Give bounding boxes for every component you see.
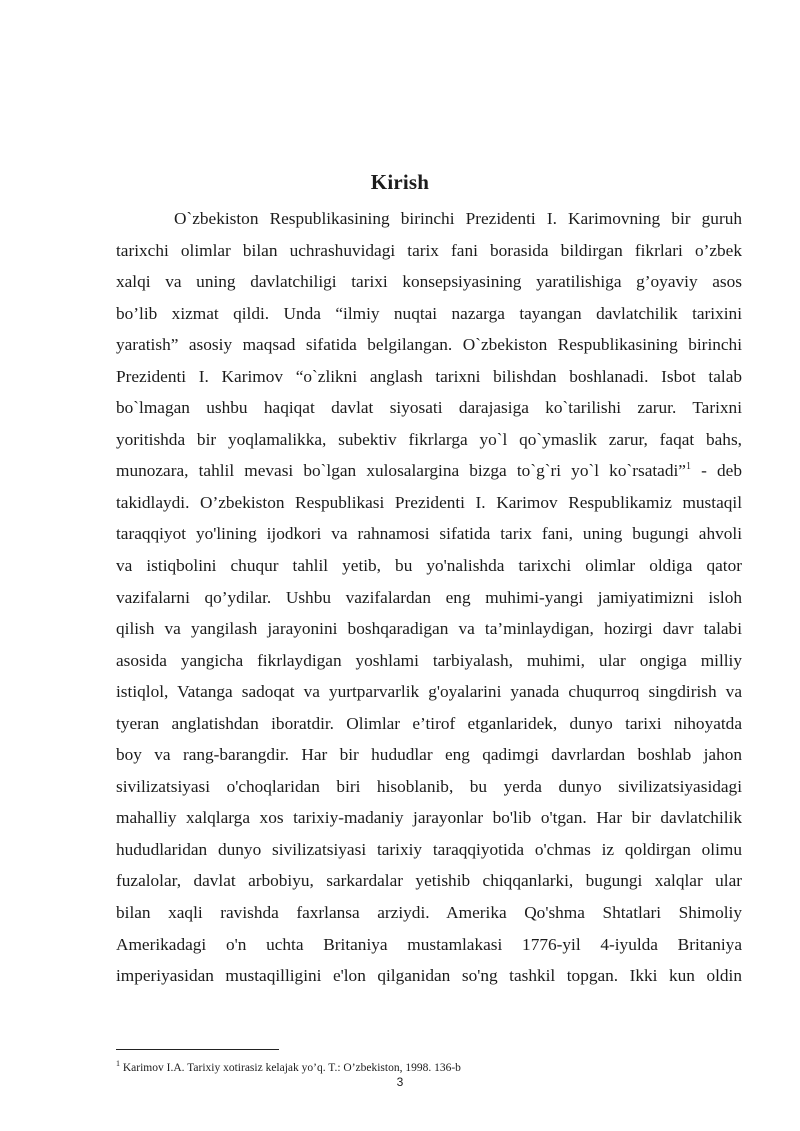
text-line: bo`lmagan ushbu haqiqat davlat siyosati darajasiga ko`tarilishi zarur. Tarixni <box>116 398 742 418</box>
text-line: asosida yangicha fikrlaydigan yoshlami tarbiyalash, muhimi, ular ongiga milliy <box>116 650 742 670</box>
text-line: hududlaridan dunyo sivilizatsiyasi tarixiy taraqqiyotida o'chmas iz qoldirgan olimu <box>116 839 742 859</box>
text-line: bo’lib xizmat qildi. Unda “ilmiy nuqtai nazarga tayangan davlatchilik tarixini <box>116 303 742 323</box>
text-line: xalqi va uning davlatchiligi tarixi konsepsiyasining yaratilishiga g’oyaviy asos <box>116 272 742 292</box>
text-line: takidlaydi. O’zbekiston Respublikasi Prezidenti I. Karimov Respublikamiz mustaqil <box>116 492 742 512</box>
text-line: bilan xaqli ravishda faxrlansa arziydi. Amerika Qo'shma Shtatlari Shimoliy <box>116 903 742 923</box>
text-line: istiqlol, Vatanga sadoqat va yurtparvarlik g'oyalarini yanada chuqurroq singdirish va <box>116 682 742 702</box>
footnote-text: Karimov I.A. Tarixiy xotirasiz kelajak yo’q. T.: O’zbekiston, 1998. 136-b <box>120 1061 461 1074</box>
footnote <box>116 1057 756 1075</box>
text-line: boy va rang-barangdir. Har bir hududlar eng qadimgi davrlardan boshlab jahon <box>116 745 742 765</box>
text-line: tyeran anglatishdan iboratdir. Olimlar e’tirof etganlaridek, dunyo tarixi nihoyatda <box>116 713 742 733</box>
text-line: taraqqiyot yo'lining ijodkori va rahnamosi sifatida tarix fani, uning bugungi ahvoli <box>116 524 742 544</box>
text-line: va istiqbolini chuqur tahlil yetib, bu yo'nalishda tarixchi olimlar oldiga qator <box>116 556 742 576</box>
text-line: O`zbekiston Respublikasining birinchi Prezidenti I. Karimovning bir guruh <box>174 209 742 228</box>
text-line: sivilizatsiyasi o'choqlaridan biri hisoblanib, bu yerda dunyo sivilizatsiyasidagi <box>116 776 742 796</box>
text-line: mahalliy xalqlarga xos tarixiy-madaniy jarayonlar bo'lib o'tgan. Har bir davlatchilik <box>116 808 742 828</box>
text-line: tarixchi olimlar bilan uchrashuvidagi tarix fani borasida bildirgan fikrlari o’zbek <box>116 240 742 260</box>
text-line: imperiyasidan mustaqilligini e'lon qilganidan so'ng tashkil topgan. Ikki kun oldin <box>116 966 742 986</box>
text-line: Prezidenti I. Karimov “o`zlikni anglash tarixni bilishdan boshlanadi. Isbot talab <box>116 366 742 386</box>
text-line-with-footnote <box>116 455 742 487</box>
text-line: yaratish” asosiy maqsad sifatida belgilangan. O`zbekiston Respublikasining birinchi <box>116 335 742 355</box>
footnote-separator <box>116 1049 279 1050</box>
body-text <box>116 203 742 992</box>
footnote-number: 1 <box>116 1059 120 1068</box>
text-line: Amerikadagi o'n uchta Britaniya mustamlakasi 1776-yil 4-iyulda Britaniya <box>116 934 742 954</box>
text-line: vazifalarni qo’ydilar. Ushbu vazifalardan eng muhimi-yangi jamiyatimizni isloh <box>116 587 742 607</box>
text-line: fuzalolar, davlat arbobiyu, sarkardalar yetishib chiqqanlarki, bugungi xalqlar ular <box>116 871 742 891</box>
section-title: Kirish <box>370 170 430 194</box>
text-line: yoritishda bir yoqlamalikka, subektiv fikrlarga yo`l qo`ymaslik zarur, faqat bahs, <box>116 429 742 449</box>
text-line-segment: - deb <box>690 461 742 481</box>
text-line: qilish va yangilash jarayonini boshqaradigan va ta’minlaydigan, hozirgi davr talabi <box>116 619 742 639</box>
text-line-segment: munozara, tahlil mevasi bo`lgan xulosalargina bizga to`g`ri yo`l ko`rsatadi” <box>116 461 686 481</box>
page-number: 3 <box>396 1075 404 1089</box>
footnote-reference[interactable]: 1 <box>685 461 691 473</box>
